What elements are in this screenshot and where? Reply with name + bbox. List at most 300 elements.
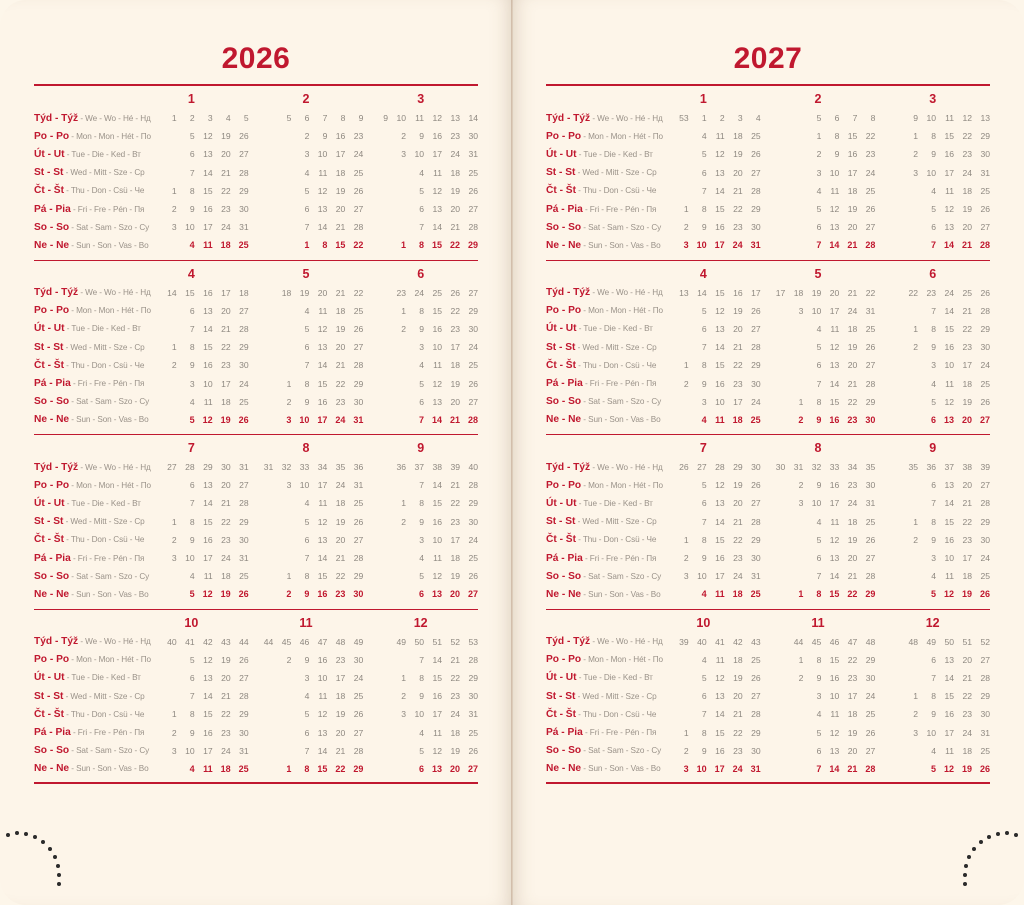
date-number: 38 xyxy=(962,462,973,473)
day-label xyxy=(546,708,657,720)
date-number: 29 xyxy=(751,360,761,371)
date-number: 21 xyxy=(335,222,346,233)
day-label xyxy=(546,414,661,426)
date-number: 22 xyxy=(865,287,876,298)
date-number: 23 xyxy=(396,287,407,298)
month-cell xyxy=(134,306,249,316)
date-number: 40 xyxy=(697,636,707,647)
day-row-mon xyxy=(34,476,478,494)
date-number: 24 xyxy=(732,240,743,251)
day-label xyxy=(546,221,662,233)
date-number: 10 xyxy=(811,498,822,509)
date-number: 10 xyxy=(811,305,822,316)
date-number: 27 xyxy=(865,745,876,756)
day-label xyxy=(34,763,149,775)
day-numbers xyxy=(134,415,478,425)
date-number: 16 xyxy=(829,672,840,683)
date-number: 38 xyxy=(432,462,443,473)
date-number: 19 xyxy=(962,589,973,600)
date-number: 12 xyxy=(962,113,973,124)
date-number: 1 xyxy=(798,589,804,600)
date-number: 48 xyxy=(335,636,346,647)
month-cell xyxy=(875,655,990,665)
month-cell xyxy=(134,415,249,425)
date-number: 2 xyxy=(401,516,407,527)
month-cell xyxy=(646,186,761,196)
date-number: 19 xyxy=(450,571,461,582)
date-number: 3 xyxy=(207,113,213,124)
date-number: 9 xyxy=(358,113,364,124)
date-number: 8 xyxy=(701,534,707,545)
date-number: 7 xyxy=(816,571,822,582)
date-number: 3 xyxy=(304,672,310,683)
date-number: 13 xyxy=(944,414,955,425)
date-number: 23 xyxy=(733,553,743,564)
date-number: 28 xyxy=(751,342,761,353)
month-number: 2 xyxy=(814,92,822,106)
date-number: 24 xyxy=(962,727,973,738)
date-number: 2 xyxy=(683,378,689,389)
month-cell xyxy=(363,673,478,683)
month-cell xyxy=(363,288,478,298)
day-label xyxy=(34,516,145,528)
month-number: 9 xyxy=(929,441,937,455)
date-number: 5 xyxy=(189,414,195,425)
day-label-code: St - St xyxy=(34,690,64,702)
day-label xyxy=(546,112,663,124)
month-cell xyxy=(363,324,478,334)
date-number: 6 xyxy=(419,763,425,774)
date-number: 15 xyxy=(829,396,840,407)
day-label xyxy=(546,378,657,390)
date-number: 52 xyxy=(980,636,991,647)
date-number: 25 xyxy=(239,396,249,407)
day-label-code: So - So xyxy=(34,570,70,582)
date-number: 30 xyxy=(865,480,876,491)
date-number: 25 xyxy=(980,745,991,756)
date-number: 15 xyxy=(432,240,443,251)
day-label xyxy=(546,305,663,317)
date-number: 20 xyxy=(221,305,231,316)
day-row-sat xyxy=(34,218,478,236)
date-number: 13 xyxy=(432,589,443,600)
day-label xyxy=(34,636,151,648)
date-number: 4 xyxy=(931,185,937,196)
month-cell xyxy=(761,571,876,581)
date-number: 9 xyxy=(383,113,389,124)
date-number: 33 xyxy=(299,462,310,473)
date-number: 12 xyxy=(203,131,213,142)
date-number: 29 xyxy=(353,378,364,389)
date-number: 21 xyxy=(733,516,743,527)
date-number: 31 xyxy=(353,414,364,425)
date-number: 14 xyxy=(715,709,725,720)
day-numbers xyxy=(134,240,478,250)
date-number: 16 xyxy=(317,589,328,600)
month-cell xyxy=(761,655,876,665)
day-label-code: Týd - Týž xyxy=(546,461,591,473)
month-cell xyxy=(646,764,761,774)
date-number: 35 xyxy=(908,462,919,473)
date-number: 10 xyxy=(317,149,328,160)
day-label-langs: - Wed - Mitt - Sze - Ср xyxy=(575,168,657,178)
date-number: 6 xyxy=(419,589,425,600)
date-number: 26 xyxy=(468,185,479,196)
date-number: 7 xyxy=(701,709,707,720)
day-label-code: St - St xyxy=(546,516,576,528)
date-number: 21 xyxy=(221,167,231,178)
date-number: 2 xyxy=(683,553,689,564)
date-number: 22 xyxy=(335,378,346,389)
date-number: 31 xyxy=(751,571,761,582)
day-label-code: So - So xyxy=(34,396,70,408)
day-label xyxy=(34,378,145,390)
date-number: 3 xyxy=(171,222,177,233)
date-number: 1 xyxy=(913,131,919,142)
date-number: 7 xyxy=(419,414,425,425)
date-number: 12 xyxy=(715,480,725,491)
date-number: 16 xyxy=(432,323,443,334)
day-row-fri xyxy=(34,200,478,218)
date-number: 29 xyxy=(865,589,876,600)
date-number: 7 xyxy=(701,516,707,527)
month-cell xyxy=(249,342,364,352)
month-cell xyxy=(761,131,876,141)
date-number: 22 xyxy=(908,287,919,298)
date-number: 13 xyxy=(203,305,213,316)
date-number: 29 xyxy=(980,516,991,527)
date-number: 4 xyxy=(189,396,195,407)
date-number: 3 xyxy=(401,149,407,160)
day-label xyxy=(546,167,657,179)
date-number: 18 xyxy=(847,323,858,334)
date-number: 2 xyxy=(401,691,407,702)
day-label-code: So - So xyxy=(546,745,582,757)
date-number: 25 xyxy=(468,727,479,738)
date-number: 11 xyxy=(830,516,840,527)
date-number: 14 xyxy=(317,360,328,371)
date-number: 6 xyxy=(816,553,822,564)
date-number: 13 xyxy=(944,654,955,665)
month-cell xyxy=(761,149,876,159)
day-label-code: Týd - Týž xyxy=(34,112,79,124)
day-numbers xyxy=(134,149,478,159)
month-number: 2 xyxy=(302,92,310,106)
date-number: 9 xyxy=(419,691,425,702)
date-number: 17 xyxy=(733,396,743,407)
date-number: 9 xyxy=(304,654,310,665)
month-cell xyxy=(134,131,249,141)
date-number: 49 xyxy=(926,636,937,647)
date-number: 16 xyxy=(432,691,443,702)
month-number: 4 xyxy=(187,266,195,281)
day-numbers xyxy=(134,589,478,599)
date-number: 28 xyxy=(353,222,364,233)
date-number: 19 xyxy=(811,287,822,298)
day-label xyxy=(34,185,145,197)
date-number: 12 xyxy=(944,763,955,774)
date-number: 3 xyxy=(419,342,425,353)
month-cell xyxy=(134,222,249,232)
month-cell xyxy=(646,342,761,352)
date-number: 18 xyxy=(221,396,231,407)
date-number: 22 xyxy=(847,589,858,600)
date-number: 23 xyxy=(450,691,461,702)
month-cell xyxy=(875,168,990,178)
day-label-code: So - So xyxy=(34,221,70,233)
date-number: 8 xyxy=(189,342,195,353)
date-number: 11 xyxy=(203,240,213,251)
month-cell xyxy=(249,764,364,774)
day-row-wed xyxy=(546,687,990,705)
date-number: 15 xyxy=(829,589,840,600)
date-number: 19 xyxy=(299,287,310,298)
month-cell xyxy=(646,397,761,407)
date-number: 9 xyxy=(931,709,937,720)
month-number: 5 xyxy=(302,266,310,281)
month-cell xyxy=(761,306,876,316)
day-label xyxy=(34,414,149,426)
date-number: 15 xyxy=(944,691,955,702)
day-row-tue xyxy=(546,145,990,163)
month-header-row xyxy=(546,267,990,281)
date-number: 24 xyxy=(221,745,231,756)
month-cell xyxy=(875,709,990,719)
day-label xyxy=(34,359,145,371)
date-number: 15 xyxy=(317,571,328,582)
date-number: 6 xyxy=(931,414,937,425)
date-number: 2 xyxy=(286,589,292,600)
date-number: 6 xyxy=(189,149,195,160)
date-number: 25 xyxy=(353,167,364,178)
date-number: 1 xyxy=(701,113,707,124)
month-number: 6 xyxy=(417,266,425,281)
date-number: 7 xyxy=(931,498,937,509)
day-label-code: St - St xyxy=(34,167,64,179)
month-cell xyxy=(134,379,249,389)
day-label-code: So - So xyxy=(34,745,70,757)
date-number: 4 xyxy=(419,553,425,564)
day-label-code: Pá - Pia xyxy=(546,552,583,564)
date-number: 25 xyxy=(353,498,364,509)
date-number: 27 xyxy=(468,287,479,298)
month-cell xyxy=(875,764,990,774)
month-cell xyxy=(646,691,761,701)
date-number: 16 xyxy=(317,654,328,665)
date-number: 23 xyxy=(733,378,743,389)
date-number: 22 xyxy=(450,672,461,683)
day-numbers xyxy=(134,186,478,196)
date-number: 20 xyxy=(962,480,973,491)
date-number: 31 xyxy=(468,709,479,720)
date-number: 28 xyxy=(865,763,876,774)
month-cell xyxy=(875,415,990,425)
date-number: 30 xyxy=(980,149,991,160)
date-number: 2 xyxy=(798,672,804,683)
date-number: 21 xyxy=(962,672,973,683)
month-cell xyxy=(761,360,876,370)
day-label xyxy=(546,359,657,371)
date-number: 23 xyxy=(221,534,231,545)
day-label-langs: - Wed - Mitt - Sze - Ср xyxy=(63,517,145,527)
day-row-sat xyxy=(546,742,990,760)
date-number: 27 xyxy=(697,462,707,473)
date-number: 4 xyxy=(304,167,310,178)
date-number: 26 xyxy=(238,414,249,425)
date-number: 3 xyxy=(798,498,804,509)
date-number: 20 xyxy=(450,396,461,407)
date-number: 22 xyxy=(733,727,743,738)
date-number: 11 xyxy=(433,553,443,564)
month-cell xyxy=(134,168,249,178)
date-number: 14 xyxy=(829,763,840,774)
day-row-sat xyxy=(34,742,478,760)
date-number: 1 xyxy=(401,498,407,509)
date-number: 26 xyxy=(865,727,876,738)
month-cell xyxy=(646,571,761,581)
day-label-langs: - Wed - Mitt - Sze - Ср xyxy=(575,517,657,527)
date-number: 26 xyxy=(468,571,479,582)
day-label xyxy=(34,672,141,684)
date-number: 18 xyxy=(732,414,743,425)
date-number: 30 xyxy=(980,709,991,720)
date-number: 11 xyxy=(715,589,725,600)
day-label-code: Čt - Št xyxy=(34,185,64,197)
day-row-tue xyxy=(34,669,478,687)
date-number: 24 xyxy=(450,709,461,720)
day-row-thu xyxy=(546,182,990,200)
date-number: 4 xyxy=(189,571,195,582)
month-cell xyxy=(875,517,990,527)
date-number: 30 xyxy=(980,342,991,353)
date-number: 19 xyxy=(847,342,858,353)
date-number: 1 xyxy=(286,571,292,582)
month-number: 11 xyxy=(811,615,825,630)
date-number: 24 xyxy=(847,498,858,509)
date-number: 6 xyxy=(701,167,707,178)
day-label-code: Út - Ut xyxy=(34,497,65,509)
date-number: 20 xyxy=(733,167,743,178)
date-number: 17 xyxy=(944,727,955,738)
date-number: 4 xyxy=(304,498,310,509)
day-label-code: Týd - Týž xyxy=(34,636,79,648)
date-number: 8 xyxy=(189,516,195,527)
day-numbers xyxy=(646,288,990,298)
month-cell xyxy=(249,637,364,647)
date-number: 24 xyxy=(221,222,231,233)
date-number: 10 xyxy=(185,553,195,564)
date-number: 16 xyxy=(715,745,725,756)
date-number: 30 xyxy=(353,589,364,600)
date-number: 23 xyxy=(962,149,973,160)
day-numbers xyxy=(646,168,990,178)
day-label xyxy=(546,148,653,160)
day-label-code: So - So xyxy=(546,221,582,233)
date-number: 26 xyxy=(980,204,991,215)
date-number: 26 xyxy=(239,654,249,665)
day-label xyxy=(34,690,145,702)
date-number: 25 xyxy=(865,323,876,334)
month-cell xyxy=(249,168,364,178)
day-label-langs: - Sun - Son - Vas - Во xyxy=(581,240,661,250)
day-label xyxy=(546,727,657,739)
date-number: 34 xyxy=(317,462,328,473)
date-number: 20 xyxy=(221,480,231,491)
day-row-wed xyxy=(546,338,990,356)
date-number: 25 xyxy=(865,185,876,196)
date-number: 21 xyxy=(847,763,858,774)
month-cell xyxy=(875,204,990,214)
date-number: 15 xyxy=(715,534,725,545)
date-number: 1 xyxy=(683,727,689,738)
month-cell xyxy=(875,240,990,250)
month-cell xyxy=(249,571,364,581)
date-number: 22 xyxy=(962,691,973,702)
date-number: 18 xyxy=(847,709,858,720)
month-cell xyxy=(363,240,478,250)
date-number: 4 xyxy=(419,727,425,738)
date-number: 27 xyxy=(353,204,364,215)
month-header-row xyxy=(34,441,478,455)
date-number: 17 xyxy=(450,342,461,353)
date-number: 25 xyxy=(432,287,443,298)
date-number: 5 xyxy=(701,672,707,683)
date-number: 14 xyxy=(715,516,725,527)
day-label-code: Týd - Týž xyxy=(546,287,591,299)
date-number: 26 xyxy=(353,516,364,527)
date-number: 51 xyxy=(962,636,973,647)
month-cell xyxy=(249,589,364,599)
month-cell xyxy=(646,204,761,214)
date-number: 3 xyxy=(931,553,937,564)
day-label xyxy=(546,690,657,702)
date-number: 15 xyxy=(203,516,213,527)
month-number: 8 xyxy=(814,441,822,455)
date-number: 20 xyxy=(450,204,461,215)
date-number: 23 xyxy=(962,342,973,353)
day-numbers xyxy=(646,764,990,774)
date-number: 9 xyxy=(304,396,310,407)
date-number: 28 xyxy=(751,709,761,720)
date-number: 9 xyxy=(931,342,937,353)
date-number: 17 xyxy=(715,571,725,582)
day-label-langs: - Sun - Son - Vas - Во xyxy=(69,764,149,774)
date-number: 25 xyxy=(865,709,876,720)
day-label-langs: - Fri - Fre - Pén - Пя xyxy=(70,728,145,738)
date-number: 8 xyxy=(189,709,195,720)
day-label-langs: - We - Wo - Hé - Нд xyxy=(78,462,151,472)
day-label-code: Týd - Týž xyxy=(546,636,591,648)
date-number: 7 xyxy=(852,113,858,124)
date-number: 44 xyxy=(239,636,249,647)
date-number: 27 xyxy=(239,480,249,491)
month-cell xyxy=(249,240,364,250)
date-number: 27 xyxy=(751,167,761,178)
day-label-code: Po - Po xyxy=(546,479,582,491)
date-number: 26 xyxy=(238,589,249,600)
month-cell xyxy=(875,149,990,159)
date-number: 13 xyxy=(432,763,443,774)
date-number: 10 xyxy=(696,763,707,774)
date-number: 12 xyxy=(944,204,955,215)
date-number: 19 xyxy=(962,204,973,215)
date-number: 16 xyxy=(203,204,213,215)
date-number: 24 xyxy=(353,672,364,683)
date-number: 23 xyxy=(450,131,461,142)
date-number: 11 xyxy=(830,323,840,334)
month-cell xyxy=(249,709,364,719)
date-number: 27 xyxy=(751,323,761,334)
